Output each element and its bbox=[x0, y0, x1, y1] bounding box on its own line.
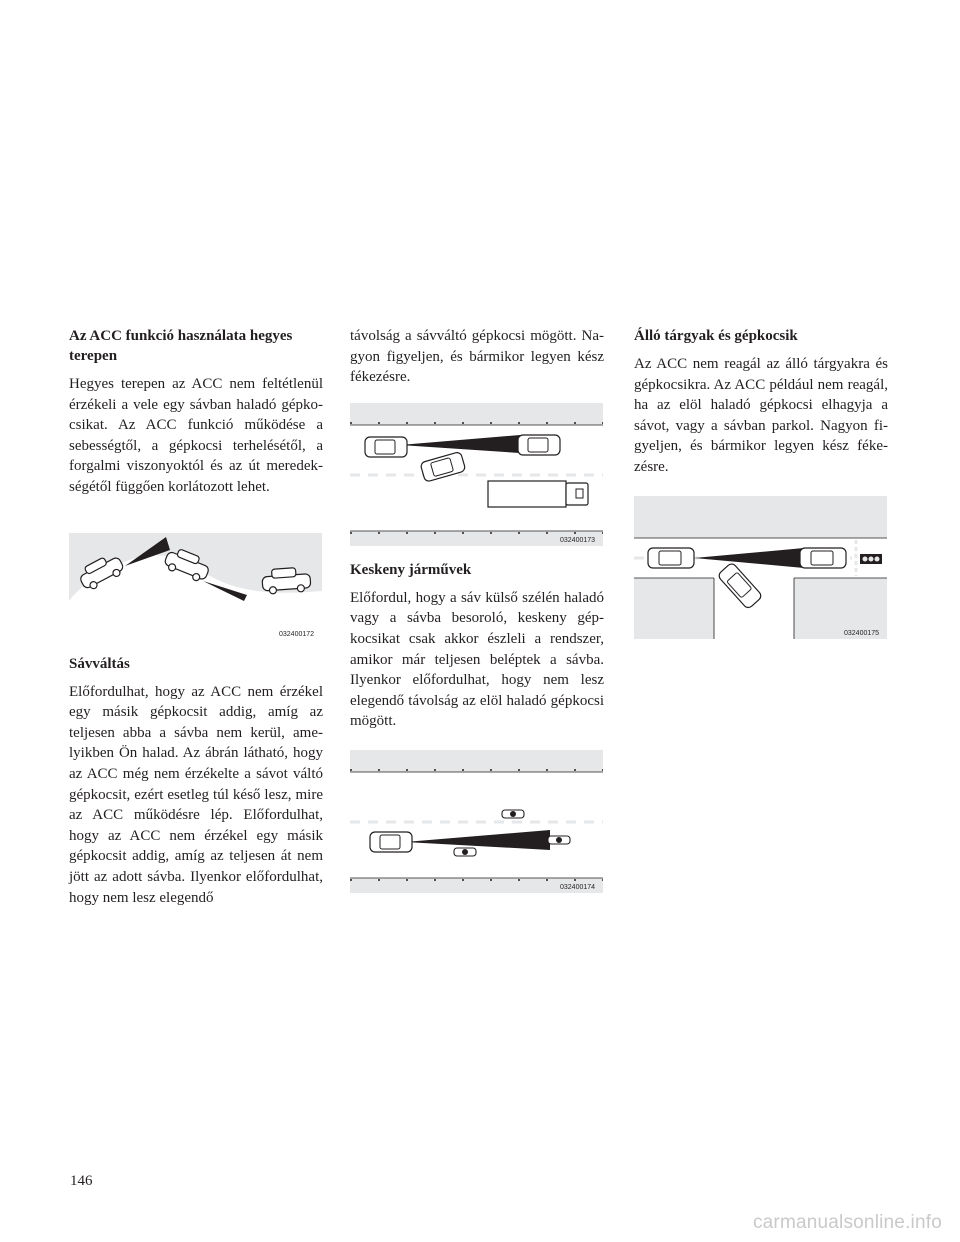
motorcycle-upper bbox=[502, 810, 524, 818]
truck bbox=[488, 481, 588, 507]
section-text-lane-change-2: távolság a sávváltó gépkocsi mögött. Nagyon figyeljen, és bármikor legyen kész fékezésre. bbox=[350, 328, 604, 386]
figure-stationary bbox=[634, 496, 887, 639]
host-car bbox=[370, 832, 412, 852]
host-car bbox=[648, 548, 694, 568]
figure-id-hilly: 032400172 bbox=[279, 630, 315, 638]
section-title-stationary: Álló tárgyak és gépkocsik bbox=[634, 328, 798, 344]
figure-hilly-terrain bbox=[69, 533, 322, 642]
column-3 bbox=[634, 326, 888, 639]
section-text-narrow: Előfordul, hogy a sáv külső szélén haladó vagy a sávba besoroló, keskeny gépkocsikat csak akkor észleli a rendszer, amikor már teljesen beléptek a sávba. Ilyenkor előfordulhat, hogy nem lesz elegendő távolság az elöl haladó gépkocsi mögött. bbox=[350, 589, 604, 730]
footer-watermark: carmanualsonline.info bbox=[752, 1212, 942, 1233]
car-right bbox=[262, 566, 312, 594]
section-title-hilly: Az ACC funkció használata hegyes terepen bbox=[69, 328, 293, 364]
stopped-car bbox=[800, 548, 846, 568]
motorcycle-lower bbox=[454, 848, 476, 856]
motorcycle-lead bbox=[548, 836, 570, 844]
section-text-stationary: Az ACC nem reagál az álló tárgyakra és gépkocsikra. Az ACC például nem reagál, ha az elöl haladó gépkocsi elhagyja a sávot, vagy a sávban parkol. Nagyon figyeljen, és bármikor legyen kész fékezésre. bbox=[634, 356, 888, 475]
section-text-hilly: Hegyes terepen az ACC nem feltétlenül érzékeli a vele egy sávban haladó gépkocsikat. Az ACC funkció működése a sebességtől, a gépkocsi terhelésétől, a forgalmi viszonyoktól és az út meredekségétől függően korlátozott lehet. bbox=[69, 376, 323, 495]
figure-id-narrow: 032400174 bbox=[560, 883, 596, 891]
figure-id-lane-change: 032400173 bbox=[560, 536, 596, 544]
column-2 bbox=[350, 326, 604, 893]
section-title-narrow: Keskeny járművek bbox=[350, 561, 472, 578]
lead-car bbox=[518, 435, 560, 455]
column-1 bbox=[69, 326, 323, 908]
figure-id-stationary: 032400175 bbox=[844, 629, 880, 637]
page-number: 146 bbox=[70, 1173, 93, 1189]
host-car bbox=[365, 437, 407, 457]
figure-narrow-vehicles bbox=[350, 750, 603, 893]
traffic-light bbox=[860, 554, 882, 564]
figure-lane-change bbox=[350, 403, 603, 546]
section-text-lane-change-1: Előfordulhat, hogy az ACC nem érzékel egy másik gépkocsit addig, amíg az teljesen abba a sávba nem kerül, amelyikben Ön halad. Az ábrán látható, hogy az ACC még nem érzékelte a sávot váltó gépkocsit, ezért esetleg túl késő lesz, mire az ACC működésre lép. Előfordulhat, hogy az ACC nem érzékel egy másik gépkocsit addig, amíg az teljesen át nem jött az adott sávba. Ilyenkor előfordulhat, hogy nem lesz elegendő bbox=[69, 683, 323, 906]
section-title-lane-change: Sávváltás bbox=[69, 655, 130, 672]
